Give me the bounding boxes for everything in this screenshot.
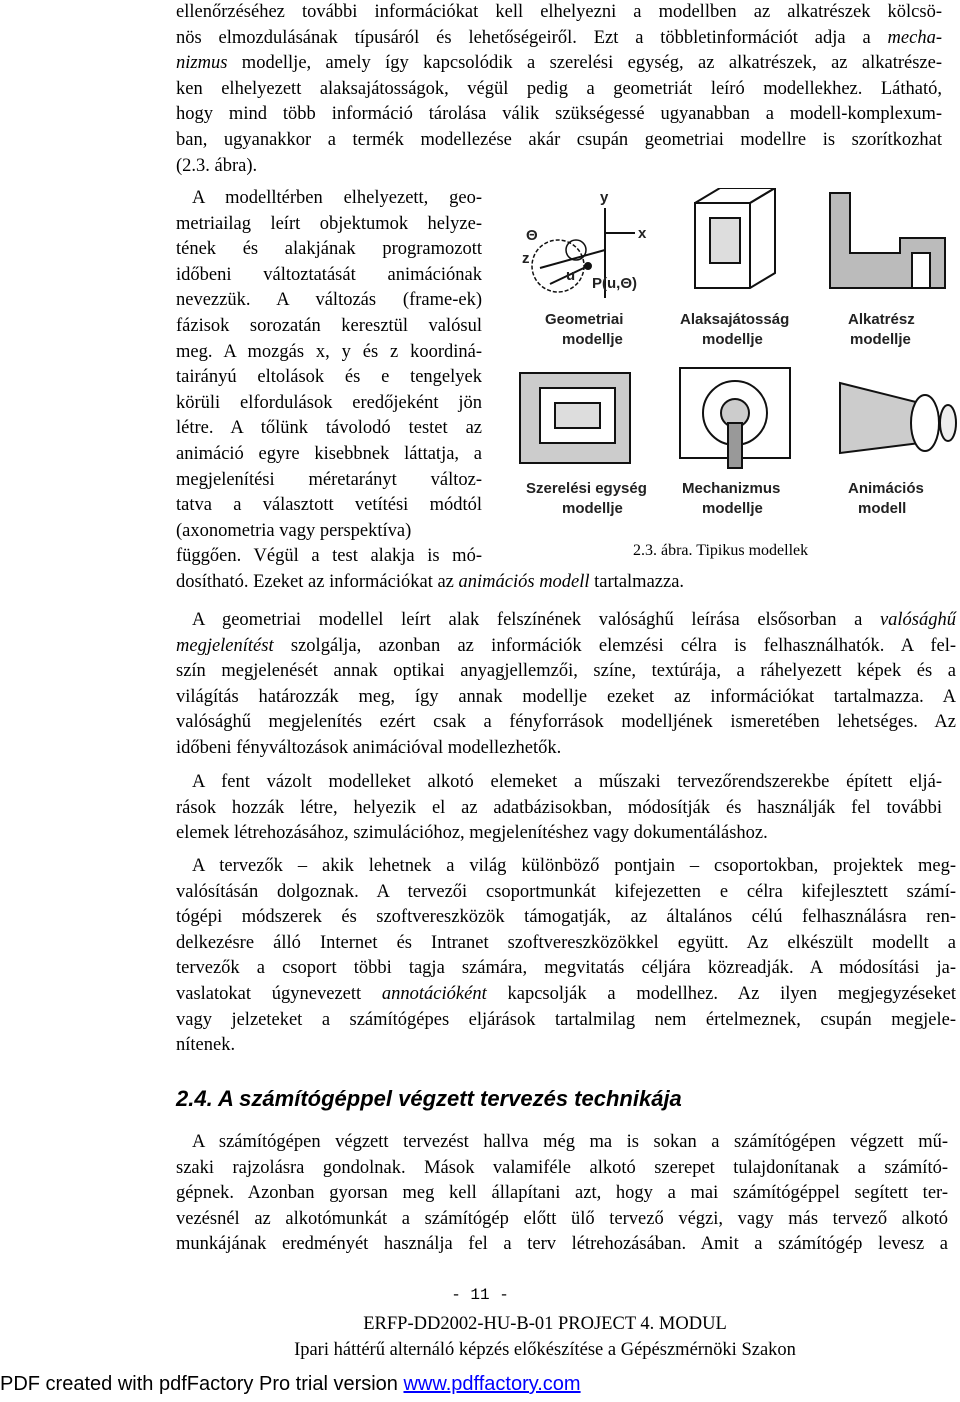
text-line: delkezésre álló Internet és Intranet szoftvereszközökkel együtt. Az elkészült modellt a [176,932,956,953]
text-line: valósításán dolgoznak. A tervezői csoportmunkát kifejezetten e célra kifejlesztett számí- [176,881,956,902]
axis-z-label: z [522,250,530,267]
pdf-creator-note: PDF created with pdfFactory Pro trial version www.pdffactory.com [0,1373,581,1395]
figure-label: modell [858,500,907,517]
figure-label: Alkatrész [848,311,915,328]
figure-label: Geometriai [545,311,624,328]
mechanism-model-illustration [680,368,790,468]
footer-course-line: Ipari háttérű alternáló képzés előkészítése a Gépészmérnöki Szakon [294,1340,796,1360]
text-line: ellenőrzéséhez további információkat kell elhelyezni a modellben az alkatrészek kölcsö- [176,2,942,22]
text-line: rások hozzák létre, helyezik el az adatbázisokban, módosítják és használják fel további [176,797,942,818]
text-line: gépnek. Azonban gyorsan meg kell állapítani azt, hogy a mai számítógéppel segített ter- [176,1183,948,1204]
figure-label: modellje [850,331,911,348]
text-line: vagy jelzeteket a számítógépes eljárások tartalmilag nem értelmeznek, csupán megjele- [176,1009,956,1030]
text-line: vaslatokat úgynevezett annotációként kapcsolják a modellhez. Az ilyen megjegyzéseket [176,983,956,1004]
paragraph-design-systems [176,770,942,847]
text-line: megjelenítési méretarányt változ- [176,469,482,490]
text-line: ken elhelyezett alaksajátosságok, végül pedig a geometriát leíró modellekhez. Látható, [176,78,942,99]
text-line: megjelenítést szolgálja, azonban az információk elemzési célra is felhasználhatók. A fel- [176,635,956,656]
paragraph-realistic-rendering [176,608,956,762]
text-line: A számítógépen végzett tervezést hallva még ma is sokan a számítógépen végzett mű- [192,1132,948,1152]
text-line: A modelltérben elhelyezett, geo- [192,188,482,208]
text-line: munkájának eredményét használja fel a terv létrehozásában. Amit a számítógép levesz a [176,1234,948,1255]
text-line: fázisok sorozatán keresztül valósul [176,315,482,336]
text-line: dosítható. Ezeket az információkat az animációs modell tartalmazza. [176,572,685,592]
typical-models-figure [500,188,960,528]
text-line: A tervezők – akik lehetnek a világ különböző pontjain – csoportokban, projektek meg- [192,856,956,876]
footer-project-line: ERFP-DD2002-HU-B-01 PROJECT 4. MODUL [363,1314,727,1334]
text-line: A fent vázolt modelleket alkotó elemeket a műszaki tervezőrendszerekbe épített eljá- [192,772,942,792]
text-line: tének és alakjának programozott [176,239,482,260]
section-heading: 2.4. A számítógéppel végzett tervezés technikája [176,1086,682,1111]
text-line: nítenek. [176,1035,236,1056]
text-line: (axonometria vagy perspektíva) [176,520,412,541]
figure-label: Mechanizmus [682,480,781,497]
text-line: vezésnél az alkotómunkát a számítógép előtt ülő tervező végzi, vagy más tervező alkotó [176,1208,948,1229]
text-line: elemek létrehozásához, szimulációhoz, megjelenítéshez vagy dokumentáláshoz. [176,823,768,844]
paragraph-animation [176,186,482,570]
text-line: meg. A mozgás x, y és z koordiná- [176,341,482,362]
figure-label: modellje [562,500,623,517]
paragraph-animation-end [176,570,942,596]
text-line: időbeni fényváltozások animációval modellezhetők. [176,737,562,758]
figure-label: modellje [562,331,623,348]
text-line: függően. Végül a test alakja is mó- [176,546,482,567]
paragraph-mechanism-intro [176,0,942,179]
text-line: világítás határozzák meg, így annak modellje ezeket az információkat tartalmazza. A [176,686,956,707]
animation-model-illustration [840,383,956,453]
u-label: u [566,267,576,284]
circle-path [532,240,584,292]
text-line: nös elmozdulásának típusáról és lehetőségeiről. Ezt a többletinformációt adja a mecha- [176,27,942,48]
figure-label: modellje [702,500,763,517]
part-model-illustration [830,193,945,288]
point-p [585,263,591,269]
figure-caption: 2.3. ábra. Tipikus modellek [633,542,809,559]
figure-label: modellje [702,331,763,348]
theta-label: Θ [526,227,538,244]
paragraph-cad-technique [176,1130,948,1258]
text-line: nevezzük. A változás (frame-ek) [176,290,482,311]
assembly-model-illustration [520,373,630,463]
axis-x-label: x [638,225,647,242]
figure-label: Animációs [848,480,924,497]
text-line: tairányú eltolások és e tengelyek [176,367,482,388]
text-line: A geometriai modellel leírt alak felszínének valósághű leírása elsősorban a valósághű [192,610,956,630]
page-number: - 11 - [451,1286,509,1304]
pdffactory-link[interactable]: www.pdffactory.com [403,1373,581,1395]
text-line: szaki rajzolásra gondolnak. Mások valamiféle alkotó szerepet tulajdonítanak a számító- [176,1157,948,1178]
text-line: körüli elfordulások eredőjeként jön [176,392,482,413]
text-line: létre. A tőlünk távolodó testet az [176,418,482,439]
feature-model-illustration [695,188,775,288]
paragraph-designers [176,854,956,1059]
point-label: P(u,Θ) [592,275,637,292]
text-line: metriailag leírt objektumok helyze- [176,213,482,234]
text-line: animáció egyre kisebbnek láttatja, a [176,443,482,464]
text-line: tatva a választott vetítési módtól [176,495,482,516]
text-line: tervezők a csoport többi tagja számára, megvitatás céljára közreadják. A módosítási ja- [176,958,956,979]
figure-label: Alaksajátosság [680,311,790,328]
text-line: (2.3. ábra). [176,155,258,176]
text-line: tógépi módszerek és szoftvereszközök támogatják, az általános célú felhasználásra ren- [176,907,956,928]
text-line: szín megjelenését annak optikai anyagjellemzői, színe, textúrája, a ráhelyezett képek és a [176,661,956,682]
axis-y-label: y [600,189,609,206]
text-line: hogy mind több információ tárolása válik szükségessé ugyanabban a modell-komplexum- [176,104,942,125]
text-line: ban, ugyanakkor a termék modellezése akár csupán geometriai modellre is szorítkozhat [176,129,942,150]
text-line: valósághű megjelenítés ezért csak a fényforrások modelljének ismeretében lehetséges. Az [176,712,956,733]
text-line: nizmus modellje, amely így kapcsolódik a szerelési egység, az alkatrészek, az alkatrésze- [176,53,942,74]
text-line: időbeni változtatását animációnak [176,264,482,285]
figure-label: Szerelési egység [526,480,647,497]
